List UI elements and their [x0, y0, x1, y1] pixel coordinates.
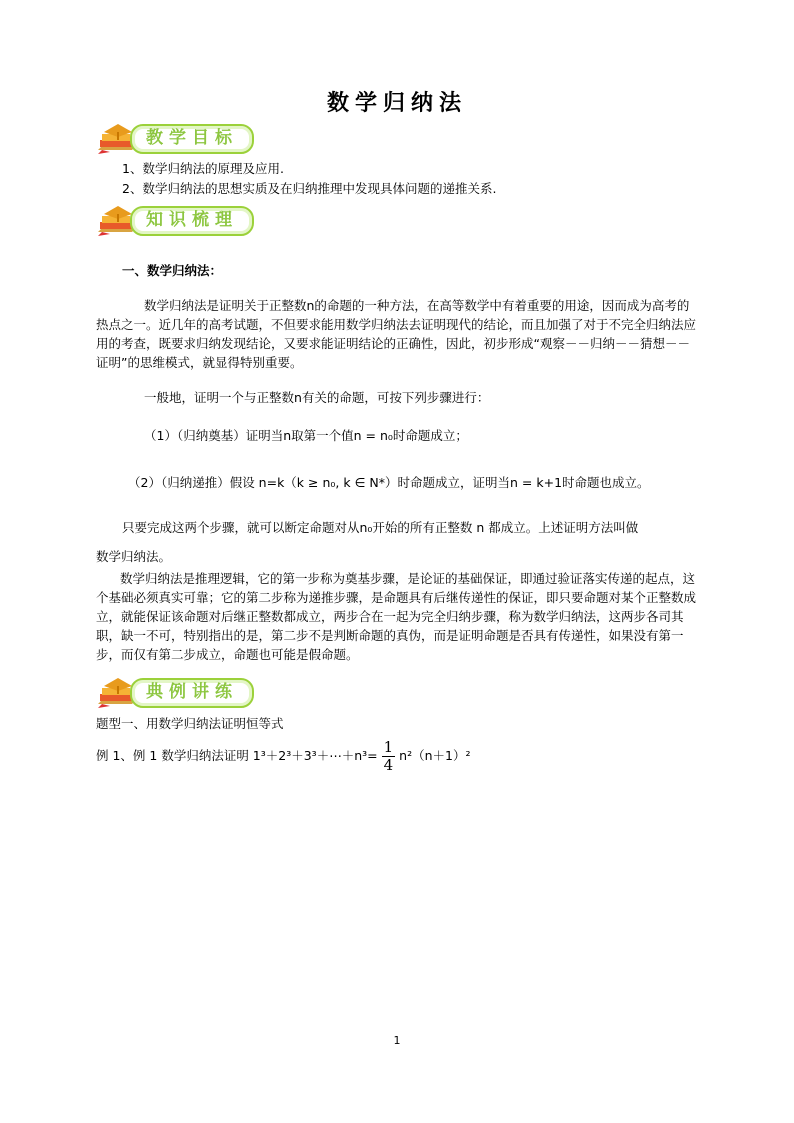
fraction [382, 739, 396, 774]
example-1-prefix: 例 1、例 1 数学归纳法证明 1³＋2³＋3³＋⋯＋n³= [96, 748, 378, 763]
fraction-denominator: 4 [383, 756, 394, 774]
knowledge-paragraph-1: 数学归纳法是证明关于正整数n的命题的一种方法，在高等数学中有着重要的用途，因而成为高考的热点之一。近几年的高考试题，不但要求能用数学归纳法去证明现代的结论，而且加强了对于不完全归纳法应用的考查，既要求归纳发现结论，又要求能证明结论的正确性，因此，初步形成“观察－－归纳－－猜想－－证明”的思维模式，就显得特别重要。 [96, 298, 697, 370]
example-type-1: 题型一、用数学归纳法证明恒等式 [96, 716, 284, 731]
knowledge-paragraph-3-line1: 只要完成这两个步骤，就可以断定命题对从n₀开始的所有正整数 n 都成立。上述证明方法叫做 [122, 520, 639, 535]
knowledge-heading: 一、数学归纳法： [122, 263, 223, 278]
section-banner-knowledge [96, 202, 266, 238]
page-number: 1 [393, 1034, 401, 1047]
section-banner-examples [96, 674, 266, 710]
document-title: 数学归纳法 [326, 90, 467, 116]
knowledge-paragraph-2: 一般地，证明一个与正整数n有关的命题，可按下列步骤进行： [144, 390, 490, 405]
banner-label: 知识梳理 [146, 210, 238, 230]
example-1 [96, 738, 470, 774]
goal-item-1: 1、数学归纳法的原理及应用. [122, 161, 284, 176]
induction-step-1: （1）（归纳奠基）证明当n取第一个值n = n₀时命题成立； [144, 428, 468, 443]
induction-step-2: （2）（归纳递推）假设 n=k（k ≥ n₀, k ∈ N*）时命题成立，证明当n = k+1时命题也成立。 [128, 475, 650, 490]
banner-label: 典例讲练 [146, 682, 238, 702]
banner-label: 教学目标 [146, 128, 238, 148]
knowledge-paragraph-4: 数学归纳法是推理逻辑，它的第一步称为奠基步骤，是论证的基础保证，即通过验证落实传递的起点，这个基础必须真实可靠；它的第二步称为递推步骤，是命题具有后继传递性的保证，即只要命题对某个正整数成立，就能保证该命题对后继正整数都成立，两步合在一起为完全归纳步骤，称为数学归纳法，这两步各司其职，缺一不可，特别指出的是，第二步不是判断命题的真伪，而是证明命题是否具有传递性，如果没有第一步，而仅有第二步成立，命题也可能是假命题。 [96, 571, 697, 662]
knowledge-paragraph-3-line2: 数学归纳法。 [96, 549, 172, 564]
goal-item-2: 2、数学归纳法的思想实质及在归纳推理中发现具体问题的递推关系. [122, 181, 497, 196]
fraction-numerator: 1 [383, 738, 394, 756]
section-banner-goals [96, 120, 266, 156]
example-1-suffix: n²（n＋1）² [399, 748, 471, 763]
